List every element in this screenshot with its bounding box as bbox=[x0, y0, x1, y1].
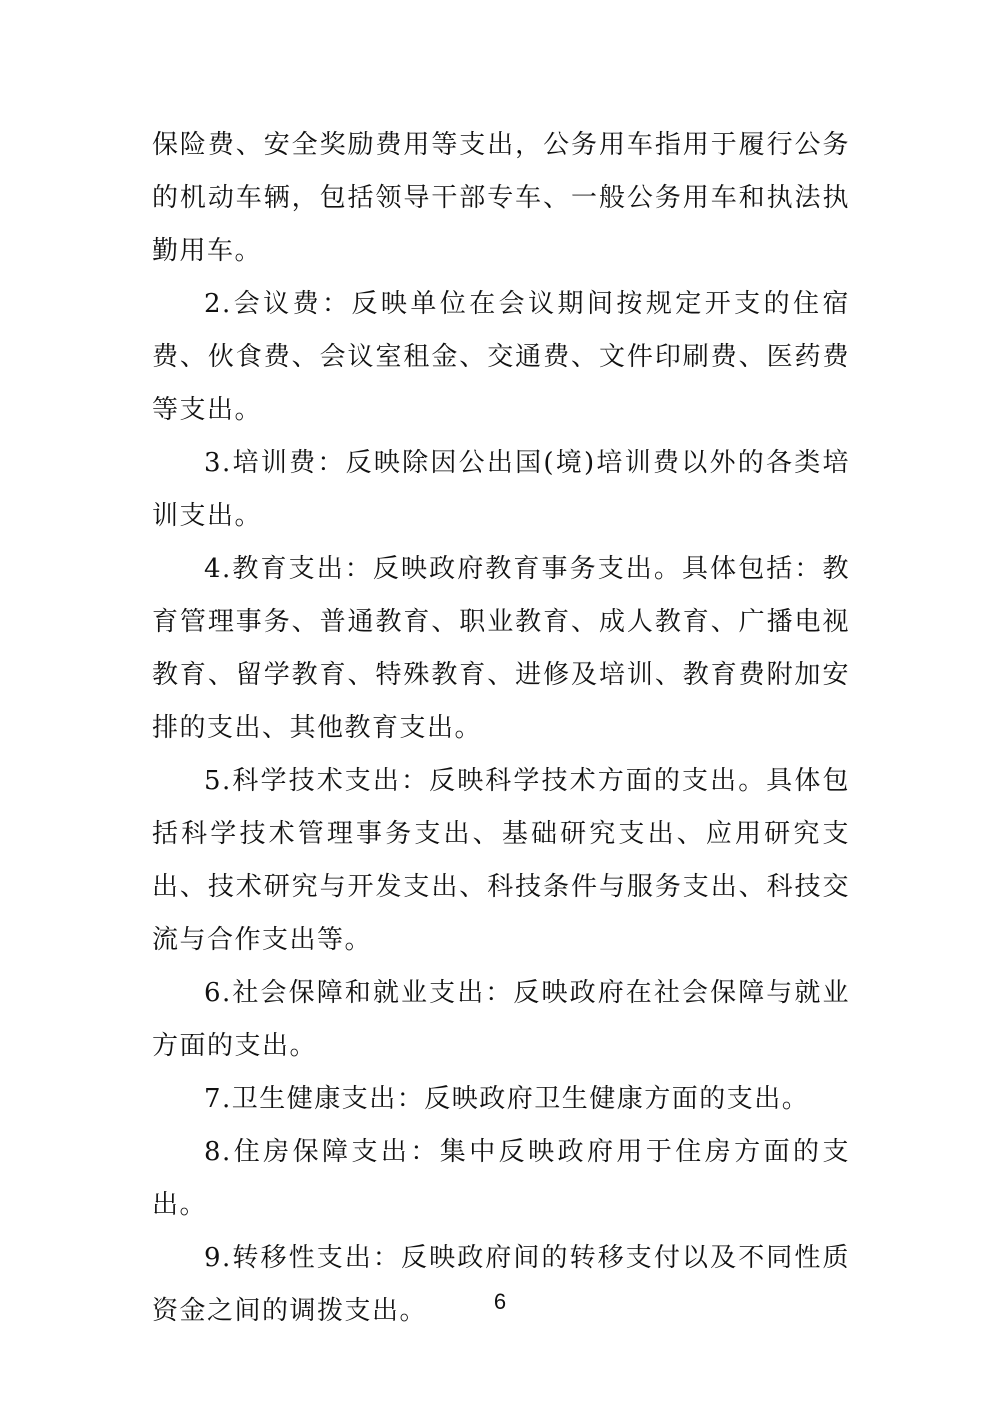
paragraph-science-technology-expenditure: 5.科学技术支出：反映科学技术方面的支出。具体包括科学技术管理事务支出、基础研究支出、应用研究支出、技术研究与开发支出、科技条件与服务支出、科技交流与合作支出等。 bbox=[152, 766, 850, 955]
body-text bbox=[152, 119, 850, 1338]
paragraph-transfer-expenditure: 9.转移性支出：反映政府间的转移支付以及不同性质资金之间的调拨支出。 bbox=[152, 1243, 850, 1326]
paragraph-meeting-fee: 2.会议费：反映单位在会议期间按规定开支的住宿费、伙食费、会议室租金、交通费、文件印刷费、医药费等支出。 bbox=[152, 289, 850, 425]
paragraph-vehicle-continued: 保险费、安全奖励费用等支出，公务用车指用于履行公务的机动车辆，包括领导干部专车、一般公务用车和执法执勤用车。 bbox=[152, 130, 850, 266]
paragraph-education-expenditure: 4.教育支出：反映政府教育事务支出。具体包括：教育管理事务、普通教育、职业教育、成人教育、广播电视教育、留学教育、特殊教育、进修及培训、教育费附加安排的支出、其他教育支出。 bbox=[152, 554, 850, 743]
paragraph-health-expenditure: 7.卫生健康支出：反映政府卫生健康方面的支出。 bbox=[204, 1084, 810, 1114]
page-number: 6 bbox=[493, 1289, 507, 1314]
paragraph-training-fee: 3.培训费：反映除因公出国(境)培训费以外的各类培训支出。 bbox=[152, 448, 850, 531]
paragraph-housing-expenditure: 8.住房保障支出：集中反映政府用于住房方面的支出。 bbox=[152, 1137, 850, 1220]
paragraph-social-security-expenditure: 6.社会保障和就业支出：反映政府在社会保障与就业方面的支出。 bbox=[152, 978, 850, 1061]
